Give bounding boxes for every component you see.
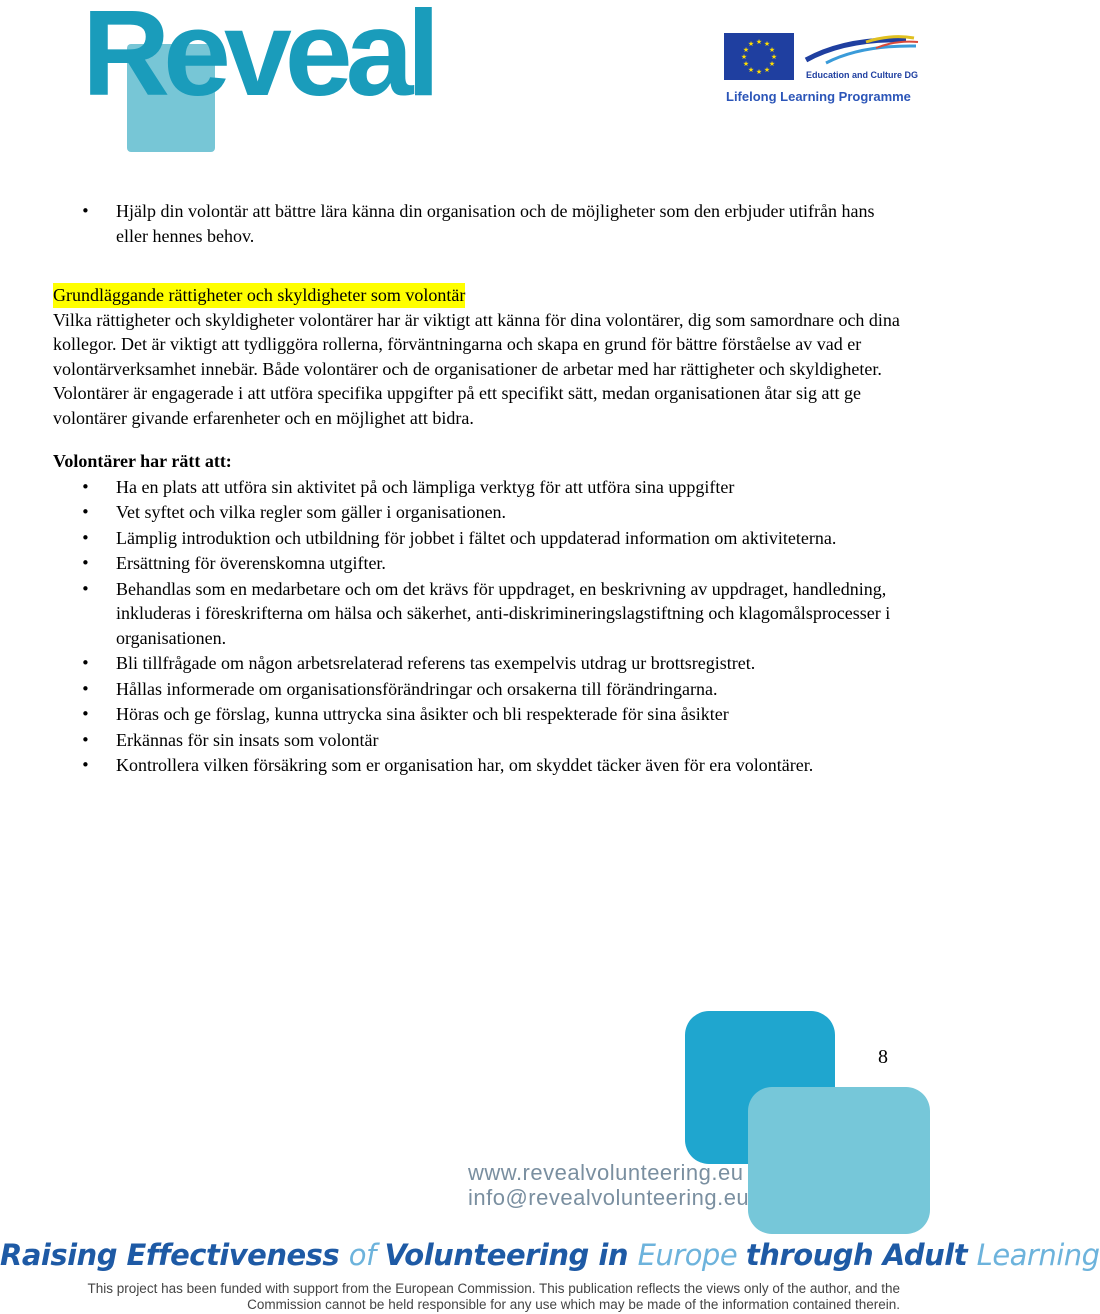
slogan-word: Learning — [976, 1238, 1100, 1272]
svg-text:★: ★ — [747, 40, 755, 48]
slogan-banner — [0, 1238, 1100, 1272]
svg-text:★: ★ — [768, 60, 776, 68]
slogan-word: Europe — [637, 1238, 746, 1272]
svg-text:★: ★ — [740, 53, 748, 61]
education-swoosh-icon — [806, 30, 921, 70]
eu-programme-logo — [724, 30, 924, 110]
slogan-word: in — [598, 1238, 638, 1272]
svg-text:★: ★ — [742, 60, 750, 68]
reveal-logo — [82, 0, 452, 151]
eu-flag-icon — [724, 33, 794, 80]
edu-culture-label: Education and Culture DG — [806, 70, 919, 80]
funding-disclaimer — [40, 1281, 900, 1313]
list-item: • Bli tillfrågade om någon arbetsrelaterad referens tas exempelvis utdrag ur brottsregistret. — [53, 651, 903, 676]
slogan-word: Raising — [0, 1238, 127, 1272]
svg-text:★: ★ — [755, 38, 763, 46]
contact-block — [468, 1160, 749, 1210]
svg-text:★: ★ — [763, 66, 771, 74]
list-item: • Lämplig introduktion och utbildning för jobbet i fältet och uppdaterad information om aktiviteterna. — [53, 526, 903, 551]
llp-label: Lifelong Learning Programme — [726, 89, 911, 104]
rights-heading: Volontärer har rätt att: — [53, 451, 232, 471]
email-link[interactable]: info@revealvolunteering.eu — [468, 1185, 750, 1210]
list-item: • Behandlas som en medarbetare och om det krävs för uppdraget, en beskrivning av uppdraget, handledning, inkluderas i föreskrifterna om hälsa och säkerhet, anti-diskrimineringslagstiftning och klagomålsprocesser i organisationen. — [53, 577, 903, 651]
list-item: • Höras och ge förslag, kunna uttrycka sina åsikter och bli respekterade för sina åsikter — [53, 702, 903, 727]
slogan-word: Effectiveness — [126, 1238, 349, 1272]
list-item: • Erkännas för sin insats som volontär — [53, 728, 903, 753]
website-link[interactable]: www.revealvolunteering.eu — [468, 1160, 744, 1185]
list-item: • Hjälp din volontär att bättre lära känna din organisation och de möjligheter som den erbjuder utifrån hans eller hennes behov. — [53, 199, 903, 248]
list-item: • Ersättning för överenskomna utgifter. — [53, 551, 903, 576]
slogan-word: Adult — [882, 1238, 977, 1272]
svg-text:★: ★ — [770, 53, 778, 61]
page-number: 8 — [878, 1046, 888, 1068]
intro-list — [53, 199, 903, 248]
logo-text: Reveal — [82, 0, 434, 121]
disclaimer-line: Commission cannot be held responsible for any use which may be made of the information contained therein. — [247, 1297, 900, 1312]
svg-text:★: ★ — [768, 46, 776, 54]
svg-text:★: ★ — [755, 68, 763, 76]
decorative-square-light — [748, 1087, 930, 1234]
svg-text:★: ★ — [763, 40, 771, 48]
slogan-word: through — [745, 1238, 883, 1272]
list-item: • Kontrollera vilken försäkring som er organisation har, om skyddet täcker även för era volontärer. — [53, 753, 903, 778]
svg-text:★: ★ — [747, 66, 755, 74]
slogan-word: of — [348, 1238, 385, 1272]
svg-text:★: ★ — [742, 46, 750, 54]
section-heading: Grundläggande rättigheter och skyldigheter som volontär — [53, 283, 465, 308]
rights-list — [53, 475, 903, 778]
disclaimer-line: This project has been funded with support from the European Commission. This publication reflects the views only of the author, and the — [87, 1281, 900, 1296]
document-body — [53, 199, 903, 779]
list-item: • Vet syftet och vilka regler som gäller i organisationen. — [53, 500, 903, 525]
slogan-word: Volunteering — [384, 1238, 599, 1272]
list-item: • Ha en plats att utföra sin aktivitet på och lämpliga verktyg för att utföra sina uppgifter — [53, 475, 903, 500]
list-item: • Hållas informerade om organisationsförändringar och orsakerna till förändringarna. — [53, 677, 903, 702]
section-paragraph: Vilka rättigheter och skyldigheter volontärer har är viktigt att känna för dina volontärer, dig som samordnare och dina kollegor. Det är viktigt att tydliggöra rollerna, förväntningarna och skapa en grund för bättre förståelse av vad er volontärverksamhet innebär. Både volontärer och de organisationer de arbetar med har rättigheter och skyldigheter. Volontärer är engagerade i att utföra specifika uppgifter på ett specifikt sätt, medan organisationen åtar sig att ge volontärer givande erfarenheter och en möjlighet att bidra. — [53, 309, 900, 428]
